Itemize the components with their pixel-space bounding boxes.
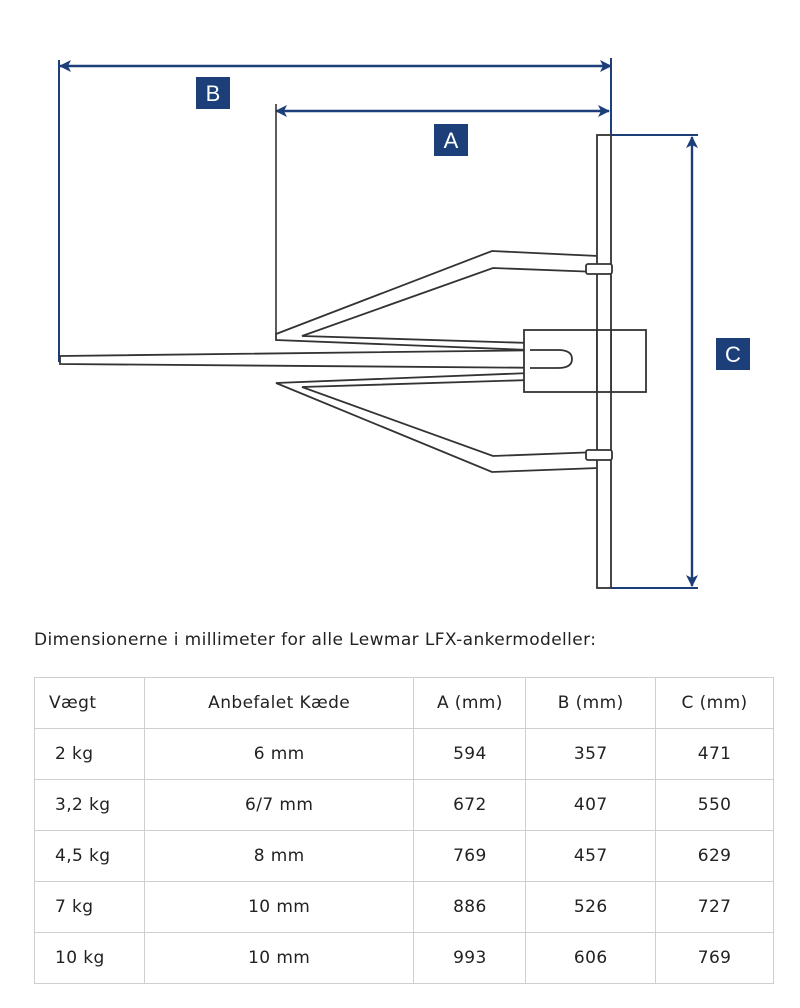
cell-a: 886 (414, 882, 526, 933)
cell-c: 727 (656, 882, 774, 933)
table-row (35, 780, 774, 831)
cell-weight: 4,5 kg (35, 831, 145, 882)
label-a-text: A (443, 128, 459, 153)
cell-b: 606 (526, 933, 656, 984)
header-b: B (mm) (526, 678, 656, 729)
header-c: C (mm) (656, 678, 774, 729)
cell-chain: 10 mm (144, 933, 414, 984)
lower-bracket (586, 450, 612, 460)
table-row (35, 831, 774, 882)
table-row (35, 882, 774, 933)
cell-chain: 8 mm (144, 831, 414, 882)
cell-b: 526 (526, 882, 656, 933)
header-chain: Anbefalet Kæde (144, 678, 414, 729)
cell-weight: 7 kg (35, 882, 145, 933)
cell-a: 769 (414, 831, 526, 882)
crown-block (524, 330, 646, 392)
table-header-row (35, 678, 774, 729)
cell-weight: 3,2 kg (35, 780, 145, 831)
label-b-badge (196, 77, 230, 109)
label-a-badge (434, 124, 468, 156)
cell-chain: 6/7 mm (144, 780, 414, 831)
cell-a: 672 (414, 780, 526, 831)
label-c-text: C (725, 342, 741, 367)
cell-c: 550 (656, 780, 774, 831)
shank (60, 350, 574, 368)
table-row (35, 729, 774, 780)
cell-chain: 6 mm (144, 729, 414, 780)
cell-a: 594 (414, 729, 526, 780)
dimensions-table (34, 677, 774, 984)
cell-a: 993 (414, 933, 526, 984)
cell-chain: 10 mm (144, 882, 414, 933)
anchor-drawing (60, 135, 646, 588)
header-a: A (mm) (414, 678, 526, 729)
cell-c: 471 (656, 729, 774, 780)
cell-weight: 10 kg (35, 933, 145, 984)
header-weight: Vægt (35, 678, 145, 729)
cell-c: 769 (656, 933, 774, 984)
cell-weight: 2 kg (35, 729, 145, 780)
cell-b: 357 (526, 729, 656, 780)
label-c-badge (716, 338, 750, 370)
table-caption: Dimensionerne i millimeter for alle Lewmar LFX-ankermodeller: (34, 630, 597, 650)
cell-b: 457 (526, 831, 656, 882)
cell-b: 407 (526, 780, 656, 831)
table-row (35, 933, 774, 984)
label-b-text: B (205, 81, 221, 106)
upper-bracket (586, 264, 612, 274)
cell-c: 629 (656, 831, 774, 882)
